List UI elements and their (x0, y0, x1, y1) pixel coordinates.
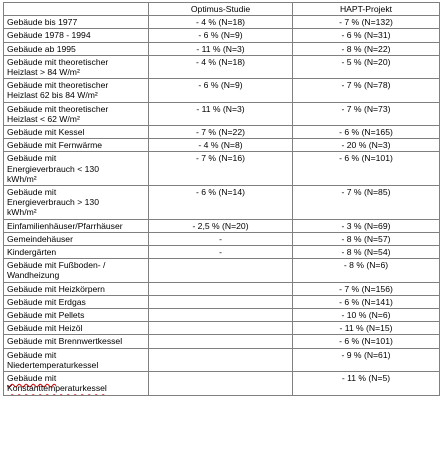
row-label: Gebäude mit Heizöl (4, 322, 149, 335)
table-row (4, 29, 440, 42)
optimus-value: - 4 % (N=8) (149, 139, 293, 152)
table-row (4, 219, 440, 232)
hapt-value: - 3 % (N=69) (293, 219, 440, 232)
optimus-value: - (149, 232, 293, 245)
table-row (4, 348, 440, 371)
hapt-value: - 8 % (N=54) (293, 246, 440, 259)
optimus-value (149, 309, 293, 322)
row-label: Kindergärten (4, 246, 149, 259)
table-row (4, 186, 440, 220)
hapt-value: - 20 % (N=3) (293, 139, 440, 152)
comparison-table (3, 2, 440, 396)
row-label: Gebäude mit Kessel (4, 126, 149, 139)
row-label: Gebäude mit Pellets (4, 309, 149, 322)
row-label: Gebäude mit Konstanttemperaturkessel (4, 372, 149, 395)
hapt-value: - 7 % (N=156) (293, 282, 440, 295)
hapt-value: - 8 % (N=57) (293, 232, 440, 245)
table-row (4, 102, 440, 125)
header-cell-category (4, 3, 149, 16)
table-row (4, 259, 440, 282)
optimus-value: - (149, 246, 293, 259)
table-row (4, 246, 440, 259)
optimus-value: - 11 % (N=3) (149, 102, 293, 125)
table-row (4, 16, 440, 29)
optimus-value (149, 348, 293, 371)
row-label: Einfamilienhäuser/Pfarrhäuser (4, 219, 149, 232)
row-label: Gebäude ab 1995 (4, 42, 149, 55)
table-row (4, 282, 440, 295)
hapt-value: - 7 % (N=85) (293, 186, 440, 220)
optimus-value (149, 372, 293, 395)
header-cell-optimus: Optimus-Studie (149, 3, 293, 16)
table-row (4, 42, 440, 55)
row-label: Gebäude mit Energieverbrauch < 130 kWh/m² (4, 152, 149, 186)
table-row (4, 309, 440, 322)
optimus-value: - 4 % (N=18) (149, 16, 293, 29)
optimus-value (149, 295, 293, 308)
row-label: Gebäude mit theoretischer Heizlast 62 bis 84 W/m² (4, 79, 149, 102)
table-header-row (4, 3, 440, 16)
hapt-value: - 6 % (N=101) (293, 152, 440, 186)
optimus-value: - 2,5 % (N=20) (149, 219, 293, 232)
optimus-value (149, 335, 293, 348)
row-label: Gebäude mit Fußboden- / Wandheizung (4, 259, 149, 282)
table-row (4, 295, 440, 308)
row-label: Gebäude mit theoretischer Heizlast < 62 W/m² (4, 102, 149, 125)
row-label: Gebäude mit theoretischer Heizlast > 84 W/m² (4, 55, 149, 78)
table-row (4, 139, 440, 152)
table-row (4, 152, 440, 186)
row-label: Gebäude bis 1977 (4, 16, 149, 29)
hapt-value: - 7 % (N=78) (293, 79, 440, 102)
row-label: Gebäude mit Niedertemperaturkessel (4, 348, 149, 371)
hapt-value: - 6 % (N=141) (293, 295, 440, 308)
header-cell-hapt: HAPT-Projekt (293, 3, 440, 16)
row-label: Gebäude mit Erdgas (4, 295, 149, 308)
row-label: Gebäude mit Heizkörpern (4, 282, 149, 295)
optimus-value (149, 322, 293, 335)
row-label: Gebäude 1978 - 1994 (4, 29, 149, 42)
optimus-value: - 4 % (N=18) (149, 55, 293, 78)
row-label: Gemeindehäuser (4, 232, 149, 245)
hapt-value: - 10 % (N=6) (293, 309, 440, 322)
optimus-value (149, 259, 293, 282)
optimus-value: - 7 % (N=22) (149, 126, 293, 139)
table-row (4, 335, 440, 348)
hapt-value: - 11 % (N=5) (293, 372, 440, 395)
hapt-value: - 7 % (N=73) (293, 102, 440, 125)
table-row (4, 232, 440, 245)
hapt-value: - 6 % (N=31) (293, 29, 440, 42)
hapt-value: - 8 % (N=22) (293, 42, 440, 55)
hapt-value: - 7 % (N=132) (293, 16, 440, 29)
optimus-value (149, 282, 293, 295)
row-label: Gebäude mit Energieverbrauch > 130 kWh/m² (4, 186, 149, 220)
optimus-value: - 6 % (N=14) (149, 186, 293, 220)
optimus-value: - 7 % (N=16) (149, 152, 293, 186)
hapt-value: - 9 % (N=61) (293, 348, 440, 371)
table-row (4, 126, 440, 139)
table-row (4, 322, 440, 335)
table-row (4, 55, 440, 78)
row-label: Gebäude mit Fernwärme (4, 139, 149, 152)
optimus-value: - 6 % (N=9) (149, 29, 293, 42)
hapt-value: - 6 % (N=165) (293, 126, 440, 139)
table-row (4, 372, 440, 395)
row-label: Gebäude mit Brennwertkessel (4, 335, 149, 348)
hapt-value: - 6 % (N=101) (293, 335, 440, 348)
hapt-value: - 11 % (N=15) (293, 322, 440, 335)
hapt-value: - 5 % (N=20) (293, 55, 440, 78)
optimus-value: - 11 % (N=3) (149, 42, 293, 55)
table-row (4, 79, 440, 102)
optimus-value: - 6 % (N=9) (149, 79, 293, 102)
hapt-value: - 8 % (N=6) (293, 259, 440, 282)
